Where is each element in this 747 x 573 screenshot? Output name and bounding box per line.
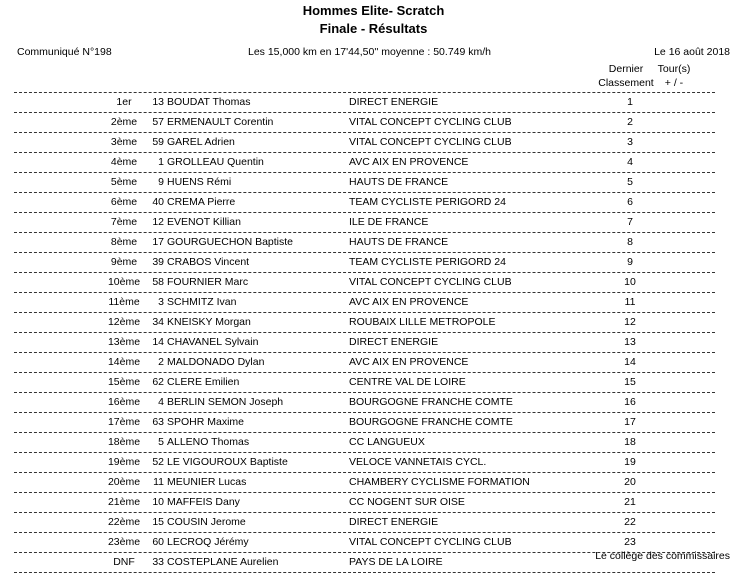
table-row	[14, 313, 715, 333]
table-row	[14, 253, 715, 273]
rank-cell: 3ème	[110, 136, 138, 148]
team-cell: TEAM CYCLISTE PERIGORD 24	[349, 256, 506, 268]
table-row	[14, 353, 715, 373]
rank-cell: 16ème	[107, 396, 141, 408]
team-cell: TEAM CYCLISTE PERIGORD 24	[349, 196, 506, 208]
dernier-classement-cell: 19	[624, 456, 636, 468]
table-row	[14, 173, 715, 193]
team-cell: AVC AIX EN PROVENCE	[349, 356, 469, 368]
rank-cell: 9ème	[110, 256, 138, 268]
rank-cell: 20ème	[107, 476, 141, 488]
team-cell: HAUTS DE FRANCE	[349, 176, 449, 188]
table-row	[14, 393, 715, 413]
table-row	[14, 453, 715, 473]
commissaires-signature: Le collège des commissaires	[595, 550, 730, 562]
team-cell: CC NOGENT SUR OISE	[349, 496, 465, 508]
dossard-cell: 14	[152, 336, 164, 348]
dossard-cell: 9	[158, 176, 164, 188]
team-cell: VITAL CONCEPT CYCLING CLUB	[349, 536, 512, 548]
table-row	[14, 333, 715, 353]
dossard-cell: 10	[152, 496, 164, 508]
rider-name-cell: FOURNIER Marc	[167, 276, 249, 288]
dossard-cell: 3	[158, 296, 164, 308]
dossard-cell: 40	[152, 196, 164, 208]
dernier-classement-cell: 5	[627, 176, 633, 188]
dernier-classement-cell: 12	[624, 316, 636, 328]
team-cell: VITAL CONCEPT CYCLING CLUB	[349, 136, 512, 148]
dossard-cell: 2	[158, 356, 164, 368]
team-cell: DIRECT ENERGIE	[349, 96, 439, 108]
dossard-cell: 62	[152, 376, 164, 388]
team-cell: ILE DE FRANCE	[349, 216, 429, 228]
dernier-classement-cell: 15	[624, 376, 636, 388]
rider-name-cell: ALLENO Thomas	[167, 436, 250, 448]
column-header-tours: Tour(s)	[657, 63, 691, 75]
table-row	[14, 413, 715, 433]
dernier-classement-cell: 10	[624, 276, 636, 288]
table-row	[14, 293, 715, 313]
rank-cell: 2ème	[110, 116, 138, 128]
dossard-cell: 11	[153, 476, 164, 488]
team-cell: HAUTS DE FRANCE	[349, 236, 449, 248]
rider-name-cell: BOUDAT Thomas	[167, 96, 251, 108]
dernier-classement-cell: 3	[627, 136, 633, 148]
dossard-cell: 15	[152, 516, 164, 528]
team-cell: PAYS DE LA LOIRE	[349, 556, 443, 568]
table-row	[14, 193, 715, 213]
rank-cell: 7ème	[110, 216, 138, 228]
table-row	[14, 133, 715, 153]
dossard-cell: 12	[152, 216, 164, 228]
rank-cell: 23ème	[107, 536, 141, 548]
dernier-classement-cell: 16	[624, 396, 636, 408]
dernier-classement-cell: 4	[627, 156, 633, 168]
rider-name-cell: GROLLEAU Quentin	[167, 156, 264, 168]
dossard-cell: 59	[152, 136, 164, 148]
page-subtitle: Finale - Résultats	[319, 21, 428, 36]
page-title: Hommes Elite- Scratch	[302, 3, 445, 18]
rider-name-cell: SCHMITZ Ivan	[167, 296, 237, 308]
team-cell: BOURGOGNE FRANCHE COMTE	[349, 396, 513, 408]
dossard-cell: 17	[152, 236, 164, 248]
rank-cell: DNF	[113, 556, 135, 568]
rider-name-cell: LE VIGOUROUX Baptiste	[167, 456, 288, 468]
rider-name-cell: CHAVANEL Sylvain	[167, 336, 259, 348]
team-cell: CHAMBERY CYCLISME FORMATION	[349, 476, 530, 488]
rank-cell: 10ème	[107, 276, 141, 288]
rank-cell: 14ème	[107, 356, 141, 368]
rider-name-cell: HUENS Rémi	[167, 176, 232, 188]
race-date: Le 16 août 2018	[654, 46, 730, 58]
dossard-cell: 1	[158, 156, 164, 168]
dossard-cell: 33	[152, 556, 164, 568]
dernier-classement-cell: 17	[624, 416, 636, 428]
rank-cell: 6ème	[110, 196, 138, 208]
dernier-classement-cell: 1	[627, 96, 633, 108]
rank-cell: 12ème	[107, 316, 141, 328]
dossard-cell: 13	[152, 96, 164, 108]
team-cell: VITAL CONCEPT CYCLING CLUB	[349, 116, 512, 128]
team-cell: VITAL CONCEPT CYCLING CLUB	[349, 276, 512, 288]
dossard-cell: 60	[152, 536, 164, 548]
dernier-classement-cell: 22	[624, 516, 636, 528]
table-row	[14, 473, 715, 493]
rider-name-cell: MAFFEIS Dany	[167, 496, 240, 508]
dossard-cell: 5	[158, 436, 164, 448]
dernier-classement-cell: 6	[627, 196, 633, 208]
dossard-cell: 34	[152, 316, 164, 328]
dossard-cell: 4	[158, 396, 164, 408]
rider-name-cell: CREMA Pierre	[167, 196, 236, 208]
table-row	[14, 233, 715, 253]
dossard-cell: 52	[152, 456, 164, 468]
communique-number: Communiqué N°198	[17, 46, 112, 58]
rider-name-cell: MEUNIER Lucas	[167, 476, 247, 488]
rank-cell: 17ème	[107, 416, 141, 428]
column-header-dernier: Dernier	[608, 63, 644, 75]
rank-cell: 13ème	[107, 336, 141, 348]
rider-name-cell: LECROQ Jérémy	[167, 536, 249, 548]
dossard-cell: 63	[152, 416, 164, 428]
team-cell: CENTRE VAL DE LOIRE	[349, 376, 466, 388]
dernier-classement-cell: 9	[627, 256, 633, 268]
rider-name-cell: GAREL Adrien	[167, 136, 235, 148]
dernier-classement-cell: 13	[624, 336, 636, 348]
rider-name-cell: EVENOT Killian	[167, 216, 241, 228]
rank-cell: 8ème	[110, 236, 138, 248]
rank-cell: 22ème	[107, 516, 141, 528]
dossard-cell: 58	[152, 276, 164, 288]
table-row	[14, 493, 715, 513]
dernier-classement-cell: 23	[624, 536, 636, 548]
rider-name-cell: MALDONADO Dylan	[167, 356, 265, 368]
table-row	[14, 113, 715, 133]
dernier-classement-cell: 14	[624, 356, 636, 368]
dernier-classement-cell: 11	[624, 296, 636, 308]
rank-cell: 1er	[116, 96, 132, 108]
rider-name-cell: ERMENAULT Corentin	[167, 116, 274, 128]
rider-name-cell: COSTEPLANE Aurelien	[167, 556, 279, 568]
rider-name-cell: COUSIN Jerome	[167, 516, 246, 528]
rank-cell: 18ème	[107, 436, 141, 448]
team-cell: ROUBAIX LILLE METROPOLE	[349, 316, 496, 328]
table-row	[14, 213, 715, 233]
rank-cell: 4ème	[110, 156, 138, 168]
table-row	[14, 273, 715, 293]
table-row	[14, 92, 715, 113]
dernier-classement-cell: 18	[624, 436, 636, 448]
rider-name-cell: CRABOS Vincent	[167, 256, 250, 268]
table-row	[14, 513, 715, 533]
dossard-cell: 57	[152, 116, 164, 128]
rider-name-cell: BERLIN SEMON Joseph	[167, 396, 284, 408]
rank-cell: 5ème	[110, 176, 138, 188]
dernier-classement-cell: 7	[627, 216, 633, 228]
team-cell: AVC AIX EN PROVENCE	[349, 156, 469, 168]
column-header-plus-minus: + / -	[664, 77, 684, 89]
team-cell: BOURGOGNE FRANCHE COMTE	[349, 416, 513, 428]
column-header-classement: Classement	[598, 77, 654, 89]
table-row	[14, 433, 715, 453]
team-cell: DIRECT ENERGIE	[349, 336, 439, 348]
team-cell: DIRECT ENERGIE	[349, 516, 439, 528]
team-cell: VELOCE VANNETAIS CYCL.	[349, 456, 487, 468]
race-distance-summary: Les 15,000 km en 17'44,50'' moyenne : 50.749 km/h	[248, 46, 492, 58]
rank-cell: 11ème	[108, 296, 140, 308]
rank-cell: 19ème	[107, 456, 141, 468]
rider-name-cell: KNEISKY Morgan	[167, 316, 251, 328]
rank-cell: 21ème	[107, 496, 141, 508]
rider-name-cell: SPOHR Maxime	[167, 416, 245, 428]
dernier-classement-cell: 20	[624, 476, 636, 488]
table-row	[14, 153, 715, 173]
dernier-classement-cell: 21	[624, 496, 636, 508]
rider-name-cell: CLERE Emilien	[167, 376, 240, 388]
team-cell: CC LANGUEUX	[349, 436, 425, 448]
rank-cell: 15ème	[107, 376, 141, 388]
table-row	[14, 373, 715, 393]
team-cell: AVC AIX EN PROVENCE	[349, 296, 469, 308]
rider-name-cell: GOURGUECHON Baptiste	[167, 236, 294, 248]
dossard-cell: 39	[152, 256, 164, 268]
results-table	[0, 92, 747, 573]
dernier-classement-cell: 8	[627, 236, 633, 248]
dernier-classement-cell: 2	[627, 116, 633, 128]
